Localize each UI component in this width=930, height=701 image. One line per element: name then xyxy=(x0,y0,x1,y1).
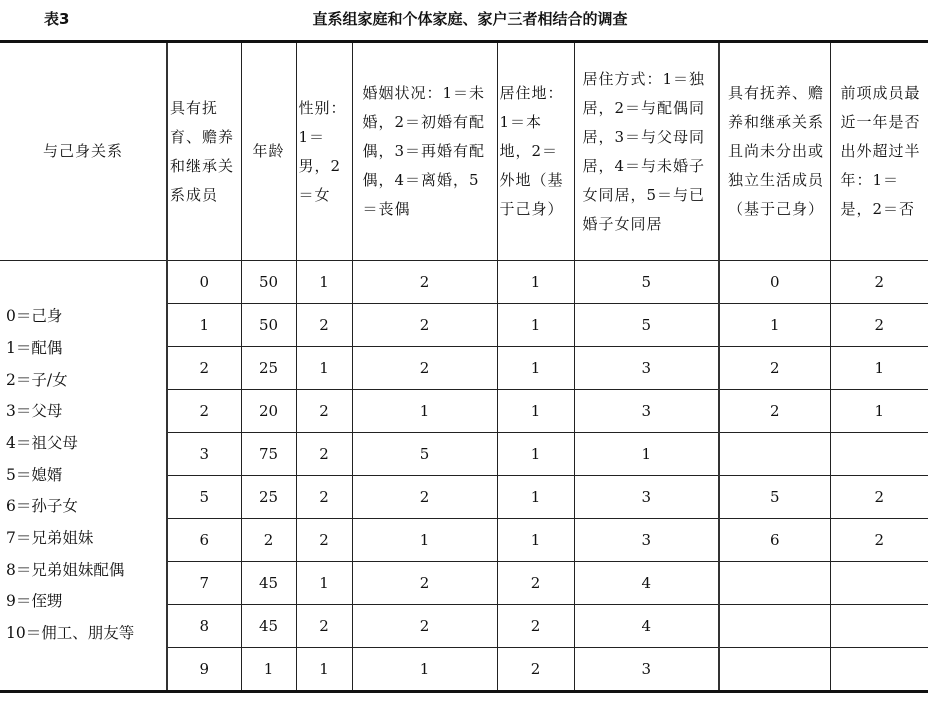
header-relation: 与己身关系 xyxy=(0,42,167,261)
cell: 1 xyxy=(296,562,352,605)
cell: 4 xyxy=(574,605,719,648)
cell: 3 xyxy=(574,648,719,692)
cell: 6 xyxy=(719,519,830,562)
cell xyxy=(719,562,830,605)
cell: 2 xyxy=(719,390,830,433)
cell: 4 xyxy=(574,562,719,605)
header-away: 前项成员最近一年是否出外超过半年：1＝是，2＝否 xyxy=(830,42,928,261)
cell: 6 xyxy=(167,519,241,562)
cell: 5 xyxy=(719,476,830,519)
legend-item: 3＝父母 xyxy=(6,402,63,421)
cell: 1 xyxy=(497,476,574,519)
cell: 2 xyxy=(830,476,928,519)
cell: 1 xyxy=(497,519,574,562)
relation-legend xyxy=(0,261,167,692)
cell: 2 xyxy=(296,433,352,476)
cell: 5 xyxy=(574,261,719,304)
cell: 1 xyxy=(241,648,296,692)
legend-item: 7＝兄弟姐妹 xyxy=(6,529,94,548)
cell xyxy=(830,433,928,476)
cell: 45 xyxy=(241,562,296,605)
cell: 2 xyxy=(830,304,928,347)
cell: 25 xyxy=(241,347,296,390)
cell: 1 xyxy=(497,347,574,390)
cell: 3 xyxy=(574,390,719,433)
cell: 1 xyxy=(574,433,719,476)
legend-item: 9＝侄甥 xyxy=(6,592,63,611)
header-living-mode: 居住方式：1＝独居，2＝与配偶同居，3＝与父母同居，4＝与未婚子女同居，5＝与已婚子女同居 xyxy=(574,42,719,261)
cell: 2 xyxy=(167,347,241,390)
cell: 1 xyxy=(167,304,241,347)
table-row xyxy=(0,261,928,304)
cell: 2 xyxy=(352,605,497,648)
cell: 1 xyxy=(296,347,352,390)
cell: 2 xyxy=(167,390,241,433)
cell: 1 xyxy=(352,390,497,433)
header-dependents: 具有抚养、赡养和继承关系且尚未分出或独立生活成员（基于己身） xyxy=(719,42,830,261)
cell: 2 xyxy=(830,519,928,562)
cell: 9 xyxy=(167,648,241,692)
legend-item: 1＝配偶 xyxy=(6,338,63,357)
cell: 1 xyxy=(296,648,352,692)
cell xyxy=(719,648,830,692)
cell: 0 xyxy=(719,261,830,304)
cell: 1 xyxy=(497,433,574,476)
cell: 50 xyxy=(241,304,296,347)
cell: 2 xyxy=(352,261,497,304)
cell: 0 xyxy=(167,261,241,304)
cell: 2 xyxy=(296,390,352,433)
cell: 1 xyxy=(296,261,352,304)
cell: 2 xyxy=(497,605,574,648)
cell: 7 xyxy=(167,562,241,605)
header-gender: 性别：1＝男，2＝女 xyxy=(296,42,352,261)
cell: 2 xyxy=(497,562,574,605)
cell xyxy=(830,562,928,605)
cell: 8 xyxy=(167,605,241,648)
legend-item: 4＝祖父母 xyxy=(6,433,78,452)
cell: 2 xyxy=(296,304,352,347)
legend-item: 10＝佣工、朋友等 xyxy=(6,624,135,643)
header-marital: 婚姻状况：1＝未婚，2＝初婚有配偶，3＝再婚有配偶，4＝离婚，5＝丧偶 xyxy=(352,42,497,261)
cell: 2 xyxy=(497,648,574,692)
cell: 1 xyxy=(497,261,574,304)
cell: 2 xyxy=(830,261,928,304)
legend-item: 6＝孙子女 xyxy=(6,497,78,516)
table-title: 直系组家庭和个体家庭、家户三者相结合的调查 xyxy=(312,10,628,28)
header-age: 年龄 xyxy=(241,42,296,261)
cell: 50 xyxy=(241,261,296,304)
cell: 2 xyxy=(296,519,352,562)
cell: 3 xyxy=(167,433,241,476)
cell: 2 xyxy=(352,476,497,519)
cell: 1 xyxy=(719,304,830,347)
legend-item: 2＝子/女 xyxy=(6,370,68,389)
cell: 20 xyxy=(241,390,296,433)
legend-item: 5＝媳婿 xyxy=(6,465,63,484)
cell: 3 xyxy=(574,347,719,390)
header-row xyxy=(0,42,928,261)
cell: 5 xyxy=(574,304,719,347)
cell: 75 xyxy=(241,433,296,476)
cell: 2 xyxy=(719,347,830,390)
header-member: 具有抚育、赡养和继承关系成员 xyxy=(167,42,241,261)
cell: 1 xyxy=(830,347,928,390)
cell xyxy=(719,433,830,476)
cell xyxy=(719,605,830,648)
cell: 2 xyxy=(352,304,497,347)
cell: 1 xyxy=(352,519,497,562)
cell: 25 xyxy=(241,476,296,519)
cell: 2 xyxy=(296,476,352,519)
cell: 2 xyxy=(241,519,296,562)
table-caption xyxy=(0,8,930,32)
survey-table xyxy=(0,40,928,693)
cell: 5 xyxy=(352,433,497,476)
legend-item: 0＝己身 xyxy=(6,307,63,326)
cell xyxy=(830,605,928,648)
cell: 1 xyxy=(497,390,574,433)
cell: 2 xyxy=(352,347,497,390)
cell: 1 xyxy=(830,390,928,433)
cell: 5 xyxy=(167,476,241,519)
cell: 1 xyxy=(497,304,574,347)
header-residence: 居住地：1＝本地，2＝外地（基于己身） xyxy=(497,42,574,261)
legend-item: 8＝兄弟姐妹配偶 xyxy=(6,560,125,579)
cell xyxy=(830,648,928,692)
cell: 2 xyxy=(296,605,352,648)
cell: 2 xyxy=(352,562,497,605)
cell: 3 xyxy=(574,519,719,562)
table-number: 表3 xyxy=(44,10,70,28)
cell: 3 xyxy=(574,476,719,519)
cell: 1 xyxy=(352,648,497,692)
cell: 45 xyxy=(241,605,296,648)
